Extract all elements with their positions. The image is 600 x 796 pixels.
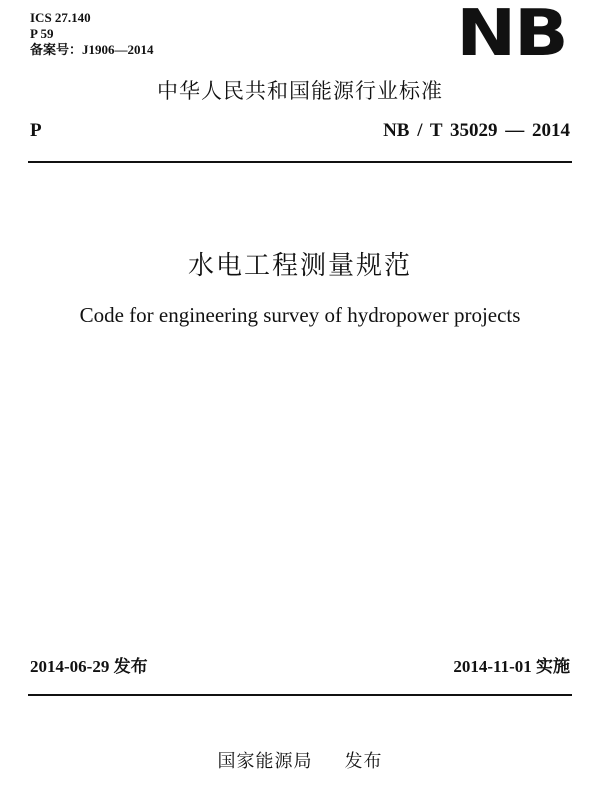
record-number: 备案号：J1906—2014 xyxy=(30,42,154,57)
publisher-action: 发布 xyxy=(344,751,383,772)
category-code: P xyxy=(30,120,42,141)
standard-number: NB / T 35029 — 2014 xyxy=(383,120,570,141)
bottom-divider xyxy=(28,694,572,696)
nb-logo: NB xyxy=(455,0,566,71)
document-title-en: Code for engineering survey of hydropower projects xyxy=(79,303,521,327)
publisher-line xyxy=(0,750,600,774)
issue-date: 2014-06-29 发布 xyxy=(30,657,148,676)
document-title-cn: 水电工程测量规范 xyxy=(187,251,412,281)
implementation-date: 2014-11-01 实施 xyxy=(453,657,570,676)
industry-standard-title: 中华人民共和国能源行业标准 xyxy=(157,79,443,103)
publisher-name: 国家能源局 xyxy=(217,751,313,772)
top-divider xyxy=(28,161,572,163)
ics-code: ICS 27.140 xyxy=(30,10,91,25)
classification-code: P 59 xyxy=(30,26,54,41)
